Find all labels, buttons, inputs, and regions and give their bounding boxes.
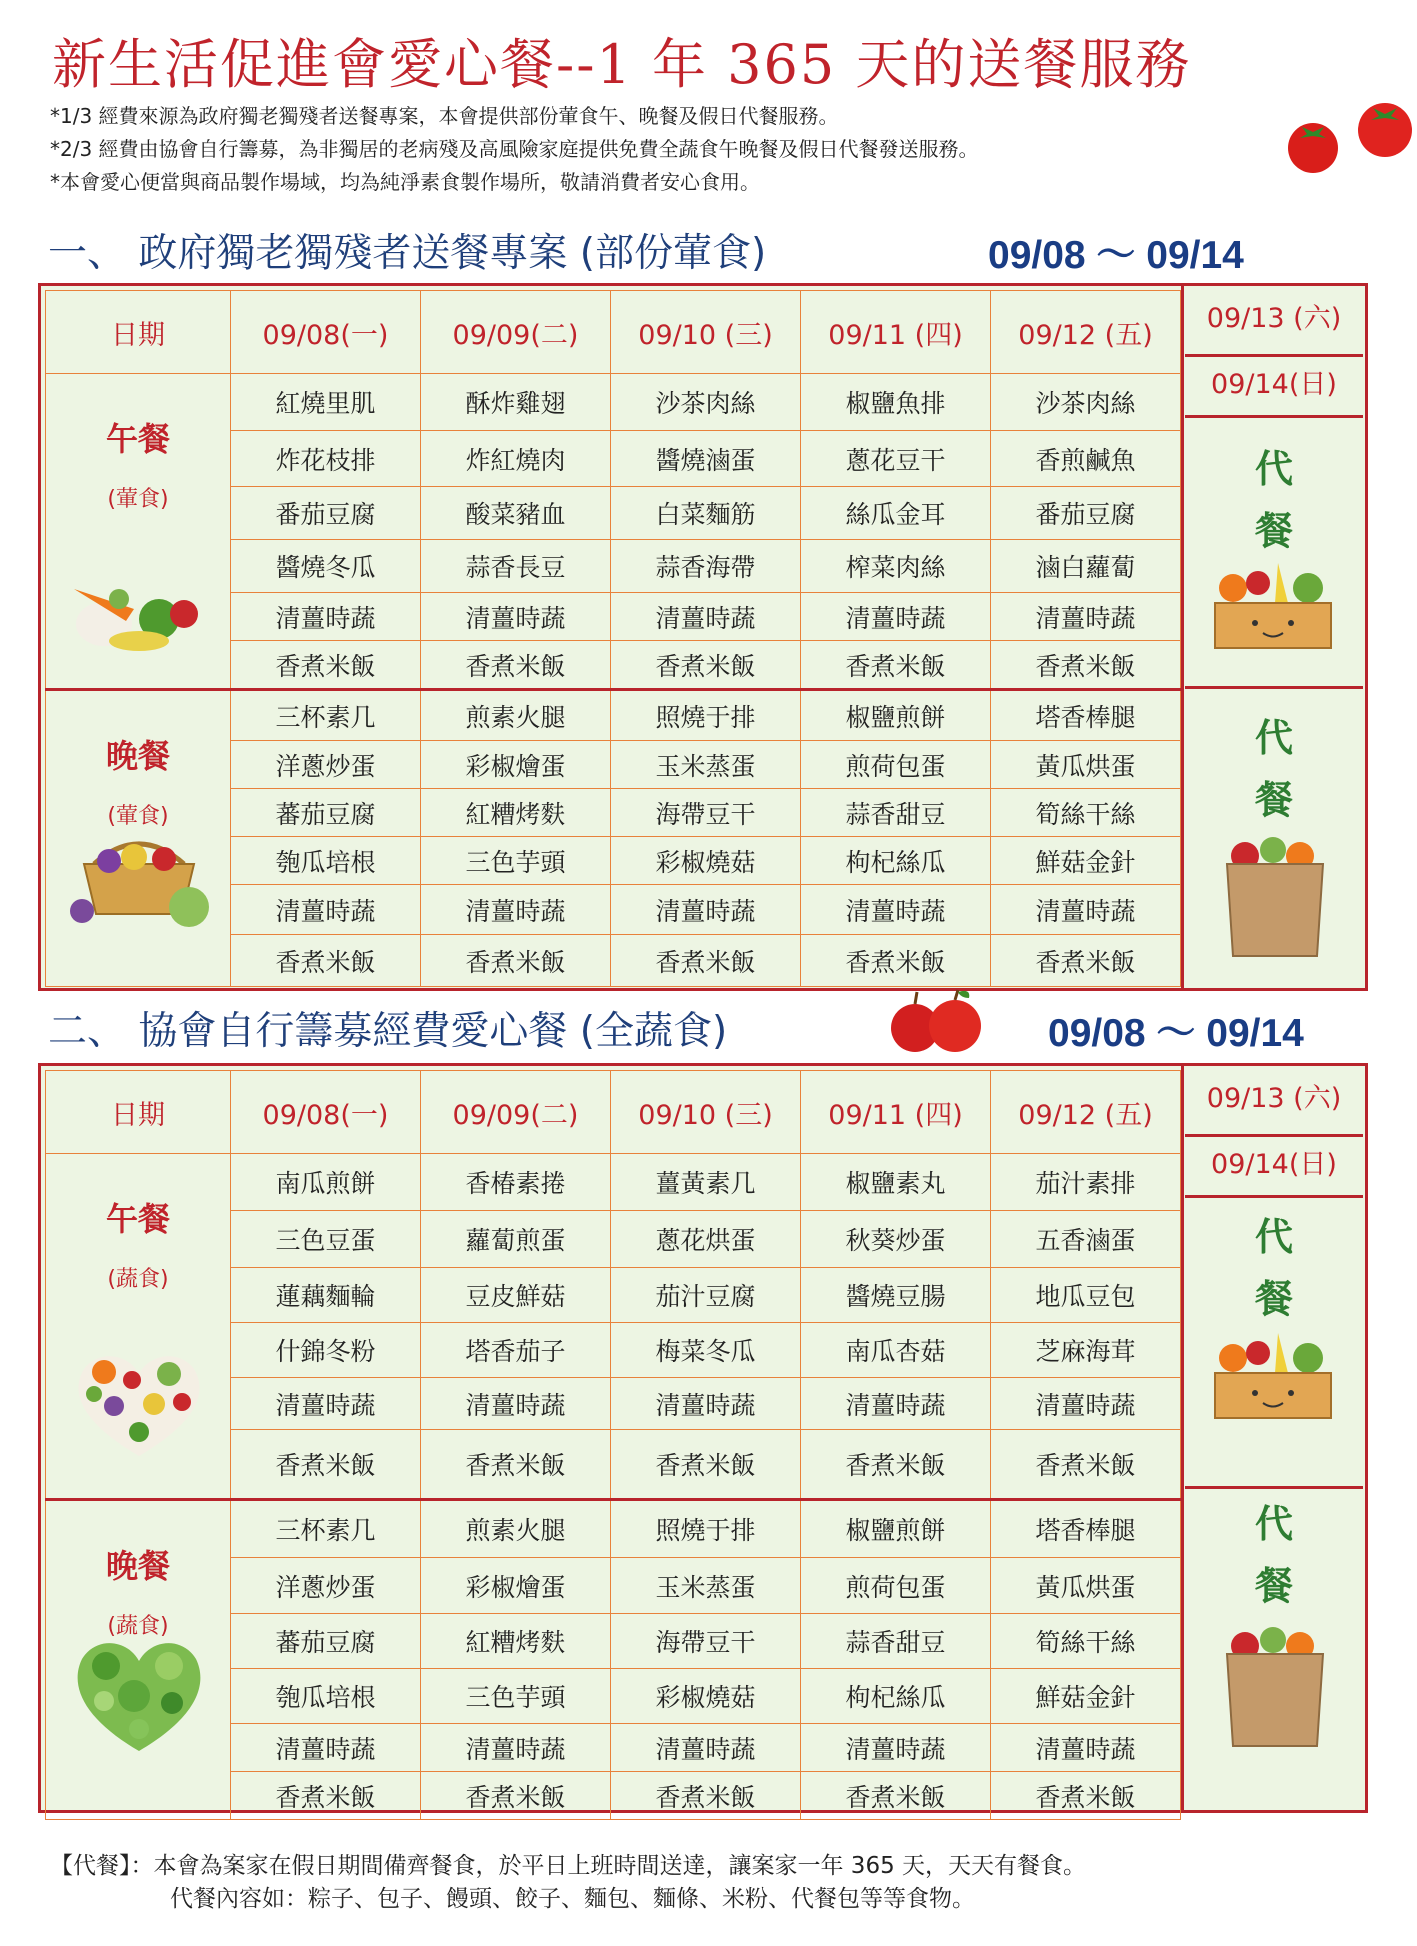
- menu-item: 香煮米飯: [421, 1772, 611, 1820]
- date-header: 09/12 (五): [991, 1071, 1181, 1154]
- menu-item: 彩椒燒菇: [611, 1669, 801, 1724]
- menu-item: 什錦冬粉: [231, 1323, 421, 1378]
- menu-item: 椒鹽煎餅: [801, 1500, 991, 1558]
- menu-item: 清薑時蔬: [991, 1724, 1181, 1772]
- menu-item: 清薑時蔬: [801, 885, 991, 935]
- menu-item: 香煮米飯: [231, 1772, 421, 1820]
- menu-item: 筍絲干絲: [991, 789, 1181, 837]
- menu-item: 照燒于排: [611, 690, 801, 741]
- menu-item: 香煮米飯: [801, 1772, 991, 1820]
- lunch-label: 午餐: [105, 1200, 170, 1238]
- note-2: *2/3 經費由協會自行籌募，為非獨居的老病殘及高風險家庭提供免費全蔬食午晚餐及假日代餐發送服務。: [50, 137, 979, 161]
- substitute-char: 代: [1254, 1215, 1293, 1259]
- menu-item: 清薑時蔬: [421, 1724, 611, 1772]
- menu-item: 香煮米飯: [991, 641, 1181, 690]
- menu-item: 匏瓜培根: [231, 837, 421, 885]
- menu-item: 彩椒燴蛋: [421, 1558, 611, 1614]
- substitute-char: 代: [1254, 447, 1293, 491]
- date-header: 09/10 (三): [611, 1071, 801, 1154]
- dinner-sub: (蔬食): [107, 1614, 169, 1639]
- menu-item: 芝麻海茸: [991, 1323, 1181, 1378]
- veggie-heart-icon: [64, 1344, 214, 1464]
- menu-item: 清薑時蔬: [611, 885, 801, 935]
- weekend-divider: [1181, 1066, 1184, 1810]
- vegetables-icon: [64, 569, 214, 657]
- menu-item: 清薑時蔬: [231, 885, 421, 935]
- lunch-label: 午餐: [105, 420, 170, 458]
- menu-item: 清薑時蔬: [421, 1378, 611, 1430]
- weekend-dinner-substitute: [1185, 686, 1363, 995]
- menu-item: 枸杞絲瓜: [801, 1669, 991, 1724]
- weekend-saturday: 09/13 (六): [1206, 1083, 1342, 1114]
- grocery-bag-icon: [1215, 1624, 1335, 1749]
- menu-item: 紅燒里肌: [231, 374, 421, 431]
- menu-item: 茄汁素排: [991, 1154, 1181, 1211]
- lunch-sub: (蔬食): [107, 1267, 169, 1292]
- menu-item: 滷白蘿蔔: [991, 540, 1181, 593]
- menu-item: 醬燒滷蛋: [611, 431, 801, 487]
- menu-item: 三色豆蛋: [231, 1211, 421, 1268]
- menu-item: 香煮米飯: [991, 935, 1181, 987]
- menu-item: 筍絲干絲: [991, 1614, 1181, 1669]
- weekend-dinner-substitute: [1185, 1486, 1363, 1809]
- menu-item: 清薑時蔬: [801, 593, 991, 641]
- date-header: 09/11 (四): [801, 291, 991, 374]
- menu-item: 酥炸雞翅: [421, 374, 611, 431]
- menu-item: 絲瓜金耳: [801, 487, 991, 540]
- substitute-char: 餐: [1254, 1564, 1293, 1608]
- section-1-menu: [38, 283, 1368, 991]
- menu-item: 煎素火腿: [421, 690, 611, 741]
- fruit-basket-icon: [64, 819, 219, 929]
- menu-item: 蒜香海帶: [611, 540, 801, 593]
- section-1-weekday-table: [45, 290, 1181, 987]
- section-1-weekend: [1185, 290, 1363, 986]
- lunch-cell: [46, 374, 231, 690]
- menu-item: 蒜香甜豆: [801, 789, 991, 837]
- date-header: 09/10 (三): [611, 291, 801, 374]
- menu-item: 清薑時蔬: [801, 1724, 991, 1772]
- menu-item: 番茄豆腐: [991, 487, 1181, 540]
- lunch-cell: [46, 1154, 231, 1500]
- weekend-sunday: 09/14(日): [1185, 354, 1363, 415]
- menu-item: 茄汁豆腐: [611, 1268, 801, 1323]
- menu-item: 煎素火腿: [421, 1500, 611, 1558]
- section-2-weekend: [1185, 1070, 1363, 1806]
- menu-item: 椒鹽煎餅: [801, 690, 991, 741]
- menu-item: 榨菜肉絲: [801, 540, 991, 593]
- section-1-title: 一、 政府獨老獨殘者送餐專案 (部份葷食): [48, 231, 767, 276]
- date-header: 09/11 (四): [801, 1071, 991, 1154]
- note-1: *1/3 經費來源為政府獨老獨殘者送餐專案，本會提供部份葷食午、晚餐及假日代餐服務。: [50, 104, 839, 128]
- menu-item: 豆皮鮮菇: [421, 1268, 611, 1323]
- menu-item: 南瓜煎餅: [231, 1154, 421, 1211]
- substitute-char: 代: [1254, 1502, 1293, 1546]
- dinner-label: 晚餐: [105, 1547, 170, 1585]
- menu-item: 白菜麵筋: [611, 487, 801, 540]
- menu-item: 蘿蔔煎蛋: [421, 1211, 611, 1268]
- footer-note: 【代餐】：本會為案家在假日期間備齊餐食，於平日上班時間送達，讓案家一年 365 天，天天有餐食。 代餐內容如：粽子、包子、饅頭、餃子、麵包、麵條、米粉、代餐包等等食物。: [50, 1850, 1086, 1916]
- menu-item: 玉米蒸蛋: [611, 1558, 801, 1614]
- menu-item: 香煮米飯: [611, 1772, 801, 1820]
- menu-item: 三色芋頭: [421, 1669, 611, 1724]
- menu-item: 塔香茄子: [421, 1323, 611, 1378]
- menu-item: 蓮藕麵輪: [231, 1268, 421, 1323]
- menu-item: 黃瓜烘蛋: [991, 1558, 1181, 1614]
- menu-item: 彩椒燒菇: [611, 837, 801, 885]
- section-1-heading: [48, 222, 1244, 278]
- menu-item: 煎荷包蛋: [801, 741, 991, 789]
- menu-item: 南瓜杏菇: [801, 1323, 991, 1378]
- weekend-lunch-substitute: [1185, 415, 1363, 686]
- tomatoes-icon: [1275, 100, 1417, 175]
- menu-item: 枸杞絲瓜: [801, 837, 991, 885]
- menu-item: 炸花枝排: [231, 431, 421, 487]
- menu-item: 椒鹽魚排: [801, 374, 991, 431]
- menu-item: 三杯素几: [231, 1500, 421, 1558]
- menu-item: 香椿素捲: [421, 1154, 611, 1211]
- menu-item: 清薑時蔬: [421, 593, 611, 641]
- substitute-char: 餐: [1254, 1277, 1293, 1321]
- section-2-menu: [38, 1063, 1368, 1813]
- weekend-lunch-substitute: [1185, 1195, 1363, 1486]
- lunch-sub: (葷食): [107, 487, 169, 512]
- menu-item: 香煮米飯: [991, 1430, 1181, 1500]
- menu-item: 清薑時蔬: [991, 885, 1181, 935]
- menu-item: 清薑時蔬: [231, 593, 421, 641]
- footer-line-1: 本會為案家在假日期間備齊餐食，於平日上班時間送達，讓案家一年 365 天，天天有餐食。: [153, 1853, 1087, 1879]
- menu-item: 海帶豆干: [611, 1614, 801, 1669]
- menu-item: 蔥花豆干: [801, 431, 991, 487]
- date-label: 日期: [46, 291, 231, 374]
- menu-item: 煎荷包蛋: [801, 1558, 991, 1614]
- menu-item: 香煮米飯: [611, 935, 801, 987]
- menu-item: 五香滷蛋: [991, 1211, 1181, 1268]
- menu-item: 清薑時蔬: [801, 1378, 991, 1430]
- page-title: 新生活促進會愛心餐--1 年 365 天的送餐服務: [52, 33, 1192, 96]
- section-2-weekday-table: [45, 1070, 1181, 1820]
- menu-item: 沙茶肉絲: [991, 374, 1181, 431]
- menu-item: 三杯素几: [231, 690, 421, 741]
- menu-item: 塔香棒腿: [991, 690, 1181, 741]
- menu-item: 香煮米飯: [801, 641, 991, 690]
- date-label: 日期: [46, 1071, 231, 1154]
- menu-item: 醬燒冬瓜: [231, 540, 421, 593]
- weekend-saturday: 09/13 (六): [1206, 303, 1342, 334]
- menu-item: 香煮米飯: [801, 935, 991, 987]
- weekend-divider: [1181, 286, 1184, 988]
- menu-item: 蔥花烘蛋: [611, 1211, 801, 1268]
- menu-item: 彩椒燴蛋: [421, 741, 611, 789]
- note-3: *本會愛心便當與商品製作場域，均為純淨素食製作場所，敬請消費者安心食用。: [50, 170, 760, 194]
- menu-item: 清薑時蔬: [991, 593, 1181, 641]
- menu-item: 照燒于排: [611, 1500, 801, 1558]
- menu-item: 清薑時蔬: [611, 1378, 801, 1430]
- green-veggie-heart-icon: [64, 1631, 214, 1756]
- menu-item: 清薑時蔬: [231, 1724, 421, 1772]
- dinner-cell: [46, 1500, 231, 1820]
- menu-item: 紅糟烤麩: [421, 789, 611, 837]
- menu-item: 蕃茄豆腐: [231, 789, 421, 837]
- menu-item: 香煮米飯: [421, 935, 611, 987]
- menu-item: 紅糟烤麩: [421, 1614, 611, 1669]
- section-2-date-range: 09/08 ～ 09/14: [1048, 1012, 1304, 1055]
- menu-item: 薑黃素几: [611, 1154, 801, 1211]
- footer-label: 【代餐】: [50, 1853, 131, 1879]
- menu-item: 鮮菇金針: [991, 1669, 1181, 1724]
- menu-item: 匏瓜培根: [231, 1669, 421, 1724]
- veggie-crate-icon: [1203, 558, 1343, 658]
- weekend-sunday: 09/14(日): [1185, 1134, 1363, 1195]
- apples-icon: [885, 988, 985, 1056]
- menu-item: 清薑時蔬: [421, 885, 611, 935]
- menu-item: 香煮米飯: [421, 641, 611, 690]
- menu-item: 梅菜冬瓜: [611, 1323, 801, 1378]
- menu-item: 香煮米飯: [611, 1430, 801, 1500]
- menu-item: 洋蔥炒蛋: [231, 741, 421, 789]
- date-header: 09/09(二): [421, 291, 611, 374]
- date-header: 09/09(二): [421, 1071, 611, 1154]
- menu-item: 蕃茄豆腐: [231, 1614, 421, 1669]
- date-header: 09/08(一): [231, 1071, 421, 1154]
- section-2-heading: [48, 1000, 1304, 1056]
- menu-item: 蒜香甜豆: [801, 1614, 991, 1669]
- menu-item: 香煮米飯: [231, 641, 421, 690]
- dinner-label: 晚餐: [105, 737, 170, 775]
- menu-item: 沙茶肉絲: [611, 374, 801, 431]
- menu-item: 塔香棒腿: [991, 1500, 1181, 1558]
- section-1-date-range: 09/08 ～ 09/14: [988, 234, 1244, 277]
- menu-item: 香煮米飯: [611, 641, 801, 690]
- menu-item: 地瓜豆包: [991, 1268, 1181, 1323]
- menu-item: 香煮米飯: [231, 935, 421, 987]
- grocery-bag-icon: [1215, 834, 1335, 959]
- dinner-sub: (葷食): [107, 804, 169, 829]
- menu-item: 醬燒豆腸: [801, 1268, 991, 1323]
- substitute-char: 餐: [1254, 778, 1293, 822]
- menu-item: 香煮米飯: [231, 1430, 421, 1500]
- menu-item: 三色芋頭: [421, 837, 611, 885]
- substitute-char: 餐: [1254, 509, 1293, 553]
- section-2-title: 二、 協會自行籌募經費愛心餐 (全蔬食): [48, 1009, 728, 1054]
- notes: [50, 100, 979, 199]
- menu-item: 清薑時蔬: [991, 1378, 1181, 1430]
- menu-item: 番茄豆腐: [231, 487, 421, 540]
- menu-item: 黃瓜烘蛋: [991, 741, 1181, 789]
- substitute-char: 代: [1254, 716, 1293, 760]
- menu-item: 香煮米飯: [421, 1430, 611, 1500]
- date-header: 09/12 (五): [991, 291, 1181, 374]
- date-header: 09/08(一): [231, 291, 421, 374]
- menu-item: 玉米蒸蛋: [611, 741, 801, 789]
- veggie-crate-icon: [1203, 1328, 1343, 1428]
- menu-item: 洋蔥炒蛋: [231, 1558, 421, 1614]
- menu-item: 秋葵炒蛋: [801, 1211, 991, 1268]
- menu-item: 椒鹽素丸: [801, 1154, 991, 1211]
- menu-item: 海帶豆干: [611, 789, 801, 837]
- menu-item: 清薑時蔬: [611, 1724, 801, 1772]
- menu-item: 香煎鹹魚: [991, 431, 1181, 487]
- menu-item: 清薑時蔬: [231, 1378, 421, 1430]
- menu-item: 酸菜豬血: [421, 487, 611, 540]
- dinner-cell: [46, 690, 231, 987]
- menu-item: 蒜香長豆: [421, 540, 611, 593]
- menu-item: 炸紅燒肉: [421, 431, 611, 487]
- menu-item: 香煮米飯: [801, 1430, 991, 1500]
- menu-item: 香煮米飯: [991, 1772, 1181, 1820]
- menu-item: 鮮菇金針: [991, 837, 1181, 885]
- footer-line-2: 代餐內容如：粽子、包子、饅頭、餃子、麵包、麵條、米粉、代餐包等等食物。: [170, 1886, 975, 1912]
- menu-item: 清薑時蔬: [611, 593, 801, 641]
